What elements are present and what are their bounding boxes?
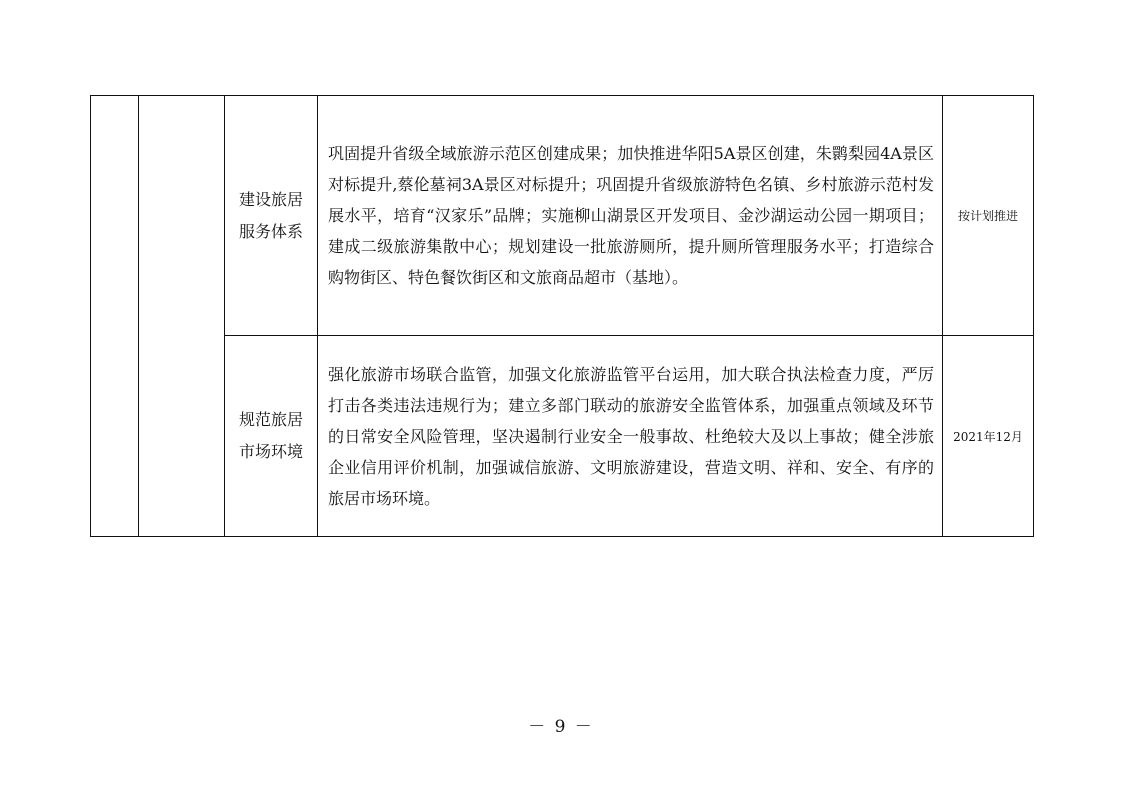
- page-number: － 9 －: [528, 717, 594, 737]
- task-content-cell: [318, 96, 943, 336]
- plan-table: [90, 95, 1033, 536]
- task-content: 巩固提升省级全域旅游示范区创建成果；加快推进华阳5A景区创建，朱鹮梨园4A景区对标提升,蔡伦墓祠3A景区对标提升；巩固提升省级旅游特色名镇、乡村旅游示范村发展水平，培育“汉家乐”品牌；实施柳山湖景区开发项目、金沙湖运动公园一期项目；建成二级旅游集散中心；规划建设一批旅游厕所，提升厕所管理服务水平；打造综合购物街区、特色餐饮街区和文旅商品超市（基地）。: [328, 144, 934, 287]
- task-time: 按计划推进: [957, 209, 1018, 223]
- merged-index-cell: [91, 96, 139, 537]
- task-content: 强化旅游市场联合监管，加强文化旅游监管平台运用，加大联合执法检查力度，严厉打击各类违法违规行为；建立多部门联动的旅游安全监管体系，加强重点领域及环节的日常安全风险管理，坚决遏制行业安全一般事故、杜绝较大及以上事故；健全涉旅企业信用评价机制，加强诚信旅游、文明旅游建设，营造文明、祥和、安全、有序的旅居市场环境。: [328, 364, 934, 508]
- merged-area-cell: [139, 96, 225, 537]
- task-time-cell: [943, 336, 1034, 537]
- task-content-cell: [318, 336, 943, 537]
- task-category-cell: [225, 96, 318, 336]
- task-category: 建设旅居服务体系: [238, 189, 303, 241]
- task-time: 2021年12月: [953, 429, 1023, 444]
- task-table: [90, 95, 1034, 537]
- task-time-cell: [943, 96, 1034, 336]
- table-row: [91, 96, 1034, 336]
- task-category: 规范旅居市场环境: [238, 410, 303, 461]
- task-category-cell: [225, 336, 318, 537]
- table-row: [91, 336, 1034, 537]
